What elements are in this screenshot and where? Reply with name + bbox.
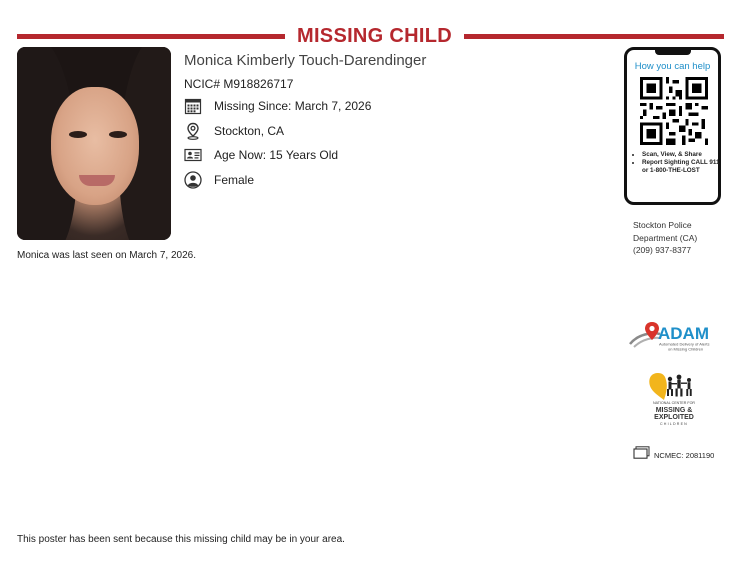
folder-icon [633,446,650,464]
ncmec-bottom-text: CHILDREN [660,422,688,426]
qr-code[interactable] [640,77,708,145]
help-item-report: • Report Sighting CALL 911 or 1-800-THE-LOST [642,159,722,175]
header-rule-right [464,34,724,39]
missing-since-text: Missing Since: March 7, 2026 [214,99,372,113]
ncmec-logo [646,370,702,428]
agency-name-line2: Department (CA) [633,232,698,243]
ncmec-mid-text-1: MISSING & [655,407,693,414]
adam-subtitle-2: on Missing Children [668,346,704,352]
poster-header [17,22,724,50]
agency-contact [633,219,697,257]
id-card-icon [184,146,202,164]
missing-since-row [184,96,372,116]
person-icon [184,171,202,189]
age-text: Age Now: 15 Years Old [214,148,339,162]
adam-wordmark: ADAM [658,324,709,343]
help-list [632,151,722,175]
age-row [184,145,339,165]
location-text: Stockton, CA [214,124,285,138]
location-row [184,121,285,141]
help-title: How you can help [634,61,711,72]
sex-row [184,170,255,190]
ncmec-mid-text-2: EXPLOITED [654,414,694,421]
poster-title: MISSING CHILD [296,25,452,47]
agency-name-line1: Stockton Police [633,220,692,230]
phone-notch [655,50,691,55]
agency-phone[interactable]: (209) 937-8377 [633,245,692,255]
ncmec-id [633,446,714,464]
footer-note: This poster has been sent because this missing child may be in your area. [17,534,345,545]
adam-logo [628,320,720,354]
sex-text: Female [214,173,255,187]
last-seen-text: Monica was last seen on March 7, 2026. [17,250,196,261]
child-name: Monica Kimberly Touch-Darendinger [184,52,427,69]
ncic-number: NCIC# M918826717 [184,77,294,91]
ncmec-id-text: NCMEC: 2081190 [654,450,715,460]
child-photo [17,47,171,240]
location-pin-icon [184,122,202,140]
ncmec-top-text: NATIONAL CENTER FOR [653,401,695,405]
header-rule-left [17,34,285,39]
phone-qr-card [624,47,721,205]
calendar-icon [184,97,202,115]
adam-subtitle-1: Automated Delivery of Alerts [659,341,710,347]
help-item-scan: • Scan, View, & Share [642,151,722,159]
